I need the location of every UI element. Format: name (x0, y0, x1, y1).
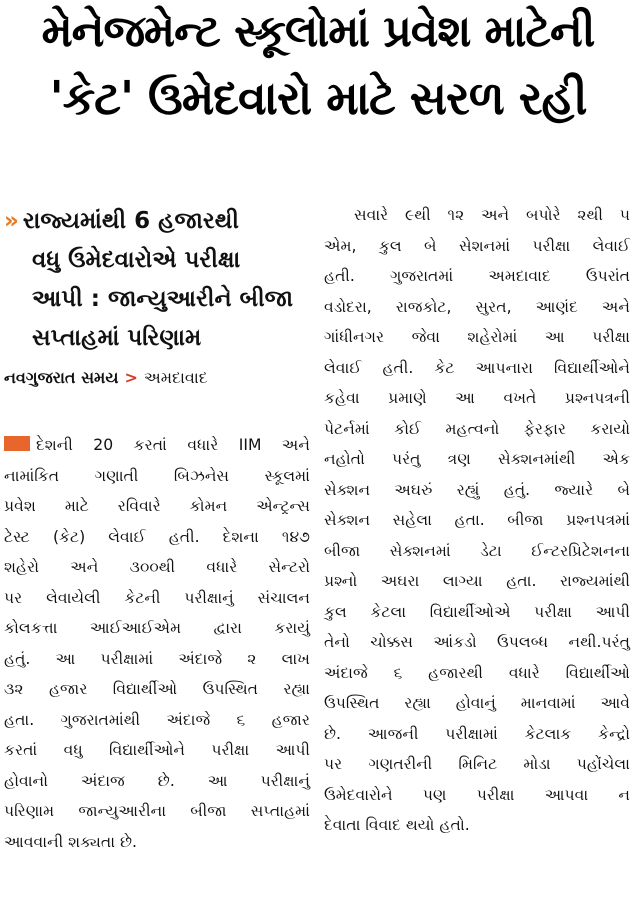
article-line: સેક્શન સહેલા હતા. બીજા પ્રશ્નપત્રમાં (324, 511, 630, 529)
article-line: પ્રવેશ માટે રવિવારે કોમન એન્ટ્રન્સ (4, 497, 310, 515)
article-line: પર ગણતરીની મિનિટ મોડા પહોંચેલા (324, 755, 630, 773)
section-marker-icon (4, 436, 30, 451)
article-line: હોવાનો અંદાજ છે. આ પરીક્ષાનું (4, 771, 310, 790)
byline-paper: નવગુજરાત સમય (4, 368, 119, 387)
byline (4, 367, 310, 389)
article-line: કોલકત્તા આઈઆઈએમ દ્વારા કરાયું (4, 619, 310, 637)
subheadline (4, 202, 310, 358)
article-line: પરિણામ જાન્યુઆરીના બીજા સપ્તાહમાં (4, 802, 310, 820)
article-line: આવવાની શક્યતા છે. (4, 832, 137, 851)
subhead-line: વધુ ઉમેદવારોએ પરીક્ષા (32, 247, 241, 273)
article-line: પર લેવાયેલી કેટની પરીક્ષાનું સંચાલન (4, 588, 310, 607)
byline-city: અમદાવાદ (143, 368, 208, 387)
article-line: એમ, કુલ બે સેશનમાં પરીક્ષા લેવાઈ (324, 236, 630, 255)
article-line: બીજા સેક્શનમાં ડેટા ઈન્ટરપ્રિટેશનના (324, 541, 630, 560)
chevron-icon: » (4, 208, 19, 234)
subhead-line: આપી : જાન્યુઆરીને બીજા (32, 286, 294, 312)
article-line: ગાંધીનગર જેવા શહેરોમાં આ પરીક્ષા (324, 328, 630, 346)
article-line: નામાંકિત ગણાતી બિઝનેસ સ્કૂલમાં (4, 466, 310, 485)
article-line: નહોતો પરંતુ ત્રણ સેક્શનમાંથી એક (324, 450, 630, 468)
subhead-line (4, 202, 310, 241)
headline (0, 0, 636, 132)
article-line: પ્રશ્નો અઘરા લાગ્યા હતા. રાજ્યમાંથી (324, 572, 630, 590)
article-line: છે. આજની પરીક્ષામાં કેટલાક કેન્દ્રો (324, 724, 630, 743)
article-line: સેક્શન અઘરું રહ્યું હતું. જ્યારે બે (324, 480, 630, 499)
article-line: શહેરો અને ૩૦૦થી વધારે સેન્ટરો (4, 558, 310, 576)
article-line: કહેવા પ્રમાણે આ વખતે પ્રશ્નપત્રની (324, 389, 630, 407)
article-line: ઉપસ્થિત રહ્યા હોવાનું માનવામાં આવે (324, 694, 630, 712)
article-line: પેટર્નમાં કોઈ મહત્વનો ફેરફાર કરાયો (324, 419, 630, 438)
article-line: હતી. ગુજરાતમાં અમદાવાદ ઉપરાંત (324, 267, 630, 285)
article-line: કુલ કેટલા વિદ્યાર્થીઓએ પરીક્ષા આપી (324, 602, 630, 621)
article-line: ટેસ્ટ (કેટ) લેવાઈ હતી. દેશના ૧૪૭ (4, 527, 310, 546)
article-line (4, 430, 310, 461)
headline-line-2: 'કેટ' ઉમેદવારો માટે સરળ રહી (49, 71, 587, 125)
arrow-icon: > (124, 368, 138, 387)
article-line: અંદાજે ૬ હજારથી વધારે વિદ્યાર્થીઓ (324, 663, 630, 682)
article-line: ૩૨ હજાર વિદ્યાર્થીઓ ઉપસ્થિત રહ્યા (4, 680, 310, 698)
article-line: લેવાઈ હતી. કેટ આપનારા વિદ્યાર્થીઓને (324, 358, 630, 377)
article-column-right (324, 200, 630, 841)
headline-line-1: મેનેજમેન્ટ સ્કૂલોમાં પ્રવેશ માટેની (41, 6, 595, 57)
article-line: હતા. ગુજરાતમાંથી અંદાજે ૬ હજાર (4, 710, 310, 729)
article-line: કરતાં વધુ વિદ્યાર્થીઓને પરીક્ષા આપી (4, 741, 310, 759)
article-line-text: દેશની 20 કરતાં વધારે IIM અને (36, 436, 310, 454)
article-line: સવારે ૯થી ૧૨ અને બપોરે ૨થી ૫ (354, 206, 630, 224)
article-line: વડોદરા, રાજકોટ, સુરત, આણંદ અને (324, 297, 630, 316)
subhead-line: સપ્તાહમાં પરિણામ (32, 325, 202, 351)
article-column-left (4, 430, 310, 857)
article-line: દેવાતા વિવાદ થયો હતો. (324, 816, 470, 834)
article-line: હતું. આ પરીક્ષામાં અંદાજે ૨ લાખ (4, 649, 310, 668)
article-line: તેનો ચોક્કસ આંકડો ઉપલબ્ધ નથી.પરંતુ (324, 633, 630, 651)
article-line: ઉમેદવારોને પણ પરીક્ષા આપવા ન (324, 785, 630, 804)
subhead-text: રાજ્યમાંથી 6 હજારથી (22, 208, 240, 234)
